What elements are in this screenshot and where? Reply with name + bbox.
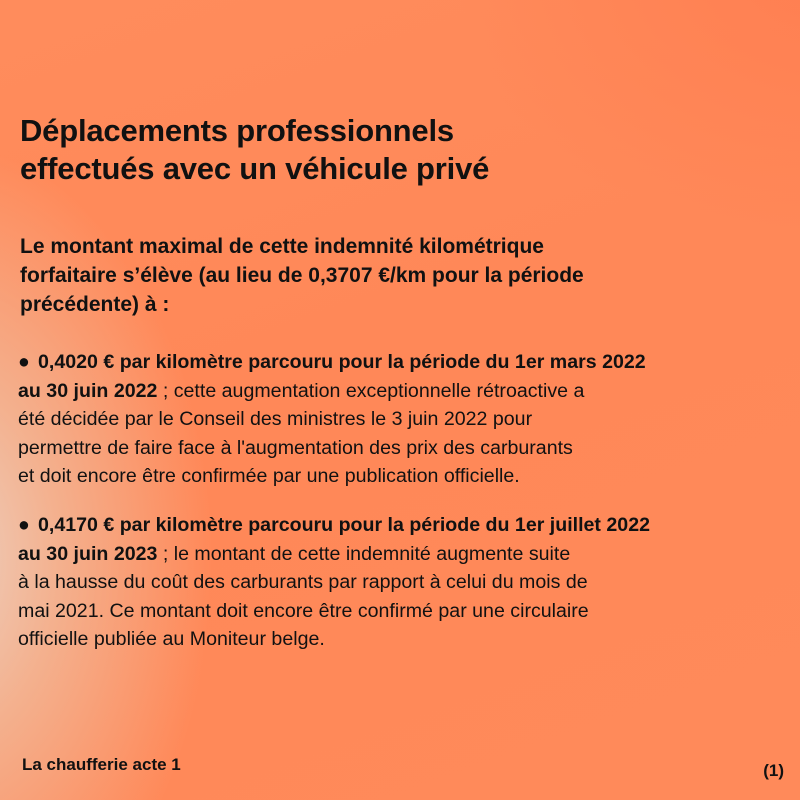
item-rate-line-2: au 30 juin 2023 [18,542,158,565]
page-number: (1) [763,761,784,780]
item-rate-line-2: au 30 juin 2022 [18,379,158,402]
title-line-2: effectués avec un véhicule privé [20,151,490,186]
item-text-line-4: permettre de faire face à l'augmentation des prix des carburants [18,436,573,459]
item-rate-line-1: 0,4020 € par kilomètre parcouru pour la période du 1er mars 2022 [38,351,646,373]
intro-paragraph [20,232,790,319]
item-text-line-2: ; cette augmentation exceptionnelle rétroactive a [157,379,585,402]
list-item [18,348,790,491]
item-text-line-3: été décidée par le Conseil des ministres le 3 juin 2022 pour [18,408,533,430]
item-text-line-3: à la hausse du coût des carburants par rapport à celui du mois de [18,571,588,593]
intro-line-3: précédente) à : [20,293,170,316]
item-text-line-4: mai 2021. Ce montant doit encore être confirmé par une circulaire [18,599,589,622]
item-text-line-5: et doit encore être confirmée par une publication officielle. [18,465,520,487]
item-text-line-2: ; le montant de cette indemnité augmente suite [157,542,571,565]
list-item [18,511,790,654]
title-line-1: Déplacements professionnels [20,113,454,148]
intro-line-1: Le montant maximal de cette indemnité kilométrique [20,235,544,258]
bullet-icon: ● [18,351,30,373]
bullet-icon: ● [18,514,30,536]
item-text-line-5: officielle publiée au Moniteur belge. [18,628,325,650]
intro-line-2: forfaitaire s’élève (au lieu de 0,3707 €/km pour la période [20,264,584,287]
brand-label: La chaufferie acte 1 [22,755,181,774]
item-rate-line-1: 0,4170 € par kilomètre parcouru pour la période du 1er juillet 2022 [38,514,650,536]
page-title [20,112,780,188]
